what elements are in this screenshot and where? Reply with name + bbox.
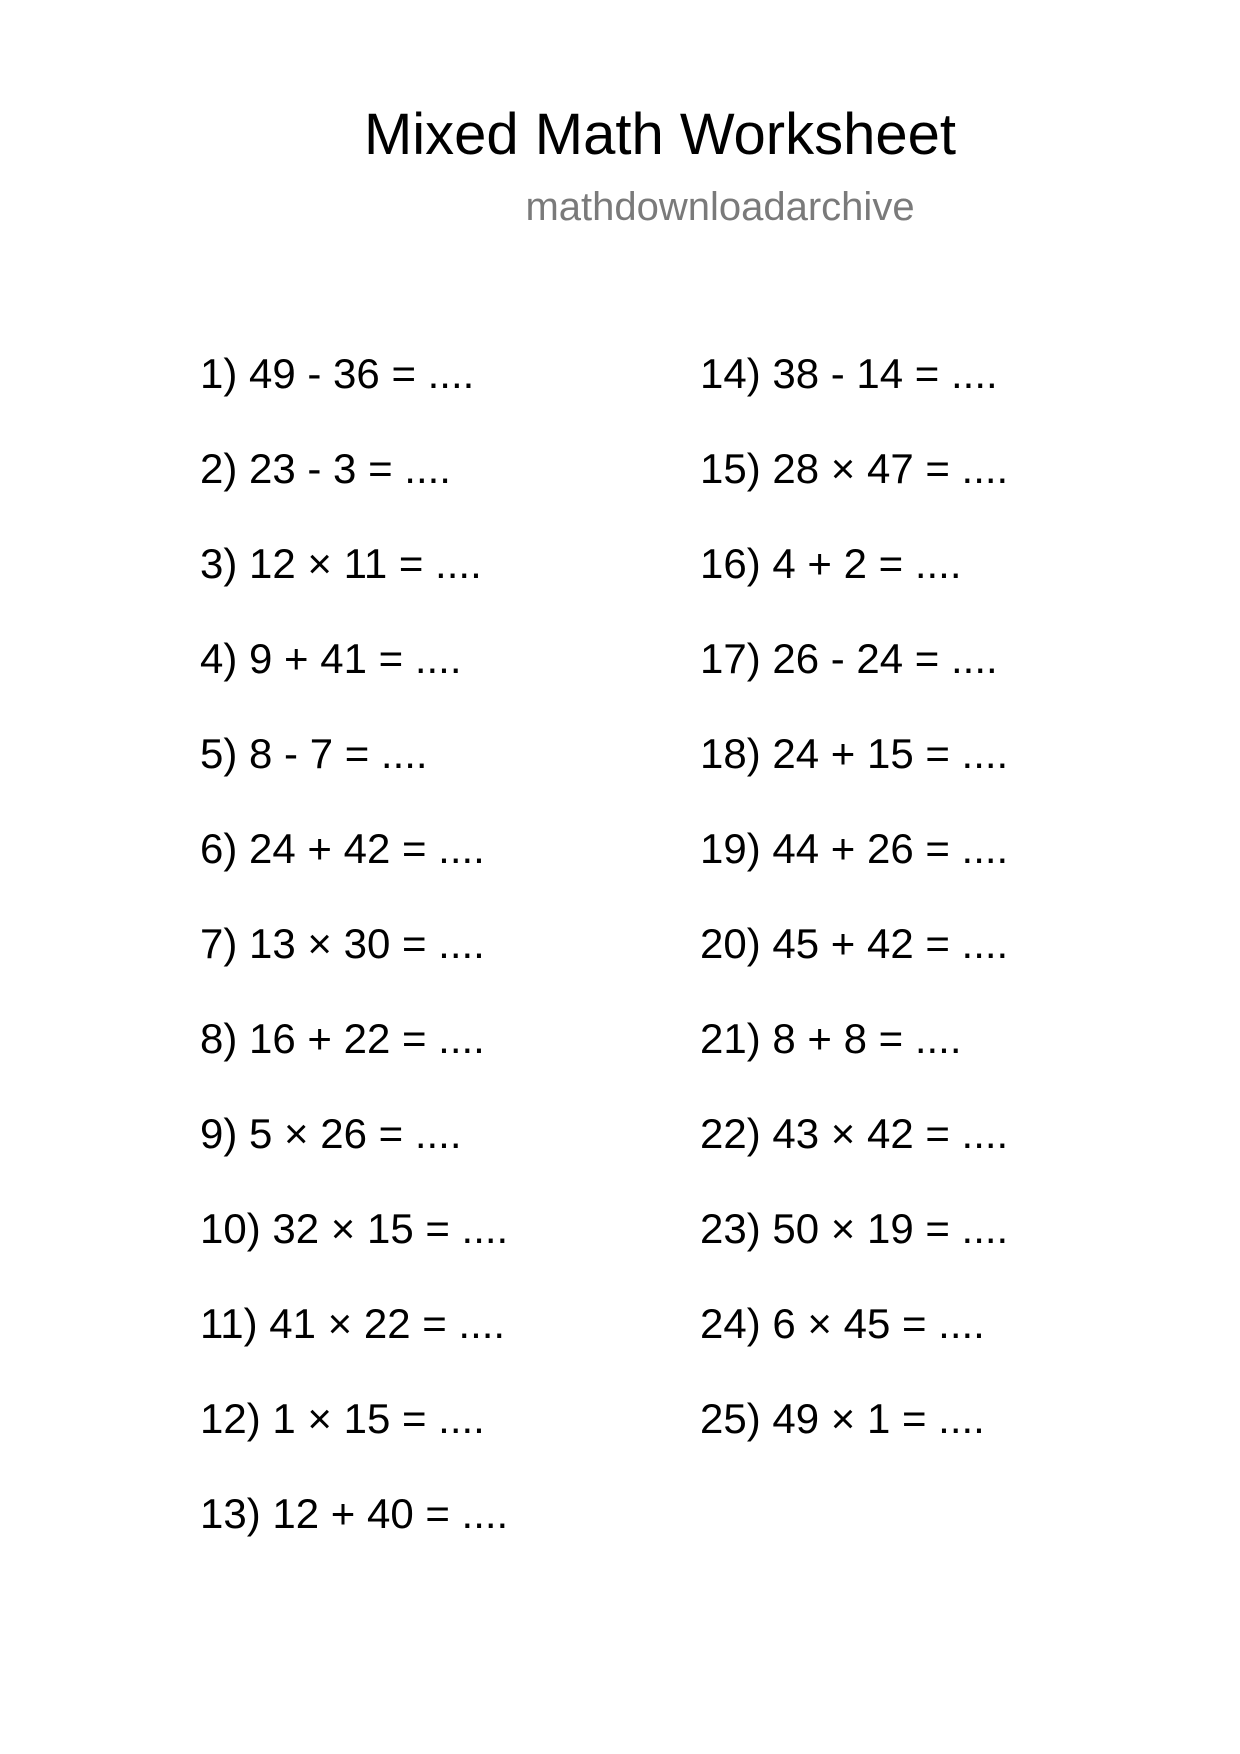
- problem-3: 3) 12 × 11 = ....: [200, 540, 482, 587]
- problem-1: 1) 49 - 36 = ....: [200, 350, 475, 397]
- problem-14: 14) 38 - 14 = ....: [700, 350, 998, 397]
- problem-9: 9) 5 × 26 = ....: [200, 1110, 462, 1157]
- problem-23: 23) 50 × 19 = ....: [700, 1205, 1009, 1252]
- problem-22: 22) 43 × 42 = ....: [700, 1110, 1009, 1157]
- problem-10: 10) 32 × 15 = ....: [200, 1205, 509, 1252]
- problem-19: 19) 44 + 26 = ....: [700, 825, 1009, 872]
- problem-13: 13) 12 + 40 = ....: [200, 1490, 509, 1537]
- problem-5: 5) 8 - 7 = ....: [200, 730, 428, 777]
- problem-20: 20) 45 + 42 = ....: [700, 920, 1009, 967]
- problem-15: 15) 28 × 47 = ....: [700, 445, 1009, 492]
- problem-8: 8) 16 + 22 = ....: [200, 1015, 485, 1062]
- problem-column-left: [200, 350, 508, 1585]
- problem-24: 24) 6 × 45 = ....: [700, 1300, 985, 1347]
- problem-7: 7) 13 × 30 = ....: [200, 920, 485, 967]
- problem-25: 25) 49 × 1 = ....: [700, 1395, 985, 1442]
- problem-21: 21) 8 + 8 = ....: [700, 1015, 962, 1062]
- problem-17: 17) 26 - 24 = ....: [700, 635, 998, 682]
- problem-11: 11) 41 × 22 = ....: [200, 1300, 506, 1347]
- problem-16: 16) 4 + 2 = ....: [700, 540, 962, 587]
- problem-column-right: [700, 350, 1008, 1490]
- problem-12: 12) 1 × 15 = ....: [200, 1395, 485, 1442]
- problem-6: 6) 24 + 42 = ....: [200, 825, 485, 872]
- worksheet-source: mathdownloadarchive: [525, 185, 915, 229]
- worksheet-title: Mixed Math Worksheet: [363, 102, 957, 167]
- problem-18: 18) 24 + 15 = ....: [700, 730, 1009, 777]
- problem-4: 4) 9 + 41 = ....: [200, 635, 462, 682]
- problem-2: 2) 23 - 3 = ....: [200, 445, 451, 492]
